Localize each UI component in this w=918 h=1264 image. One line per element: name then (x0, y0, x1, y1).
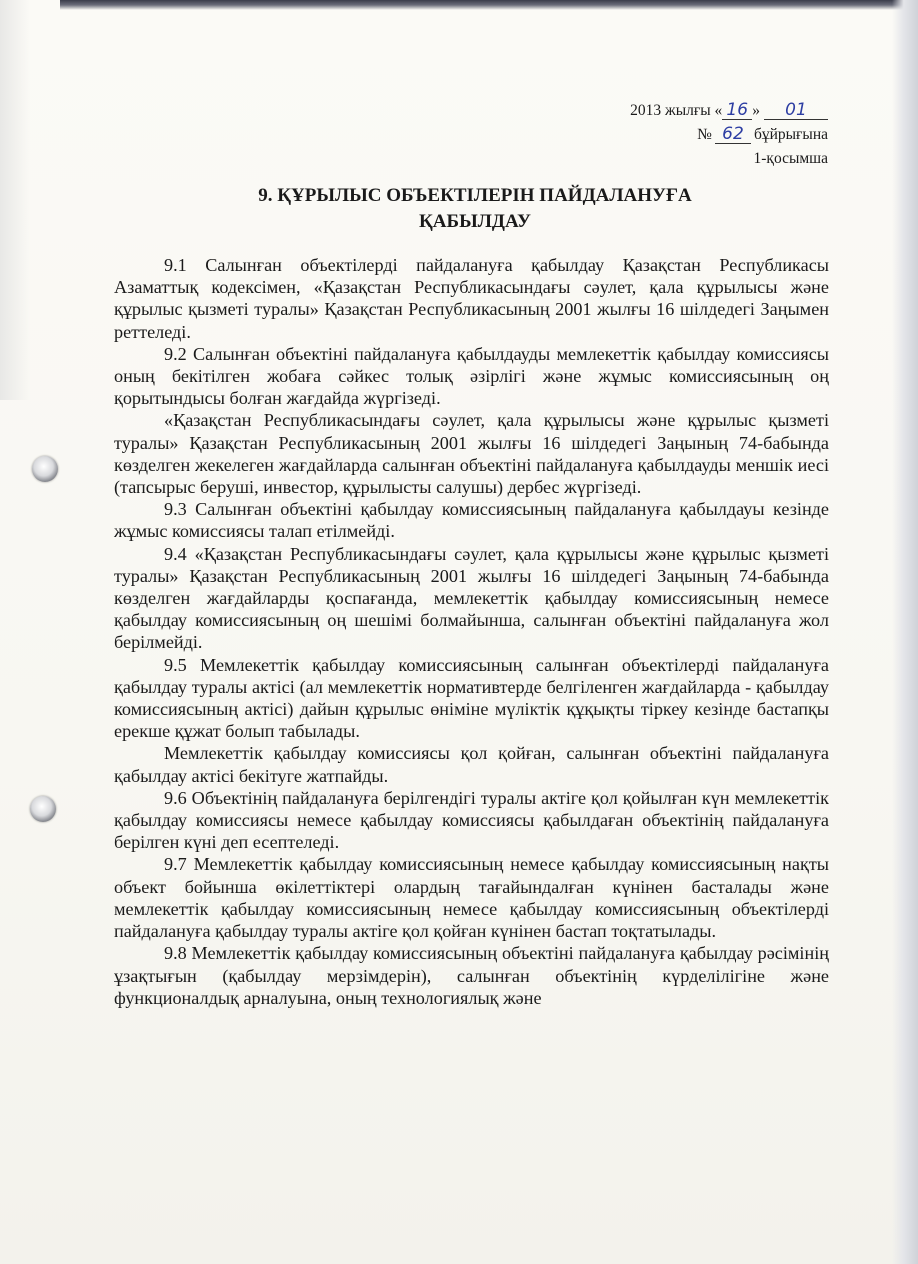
punch-hole-bottom (30, 796, 56, 822)
paragraph-9-2: 9.2 Салынған объектіні пайдалануға қабылдауды мемлекеттік қабылдау комиссиясы оның бекітілген жобаға сәйкес толық әзірлігі және жұмыс комиссиясының оң қорытындысы болған жағдайда жүргізеді. (114, 343, 829, 409)
paragraph-9-8: 9.8 Мемлекеттік қабылдау комиссиясының объектіні пайдалануға қабылдау рәсімінің ұзақтығын (қабылдау мерзімдерін), салынған объектінің күрделілігіне және функционалдық арналуына, оның технологиялық және (114, 943, 829, 1008)
order-date-line (630, 99, 828, 123)
appendix-header (630, 99, 828, 171)
appendix-label: 1-қосымша (753, 150, 828, 167)
date-mid: » (752, 102, 760, 119)
order-number-line (630, 123, 828, 147)
order-suffix: бұйрығына (753, 126, 828, 143)
paragraph-9-6: 9.6 Объектінің пайдалануға берілгендігі туралы актіге қол қойылған күн мемлекеттік қабылдау комиссиясы немесе қабылдау комиссиясы қабылдаған объектінің пайдалануға берілген күні деп есептеледі. (114, 787, 829, 853)
date-prefix: 2013 жылғы « (630, 102, 723, 119)
paragraph-9-1: 9.1 Салынған объектілерді пайдалануға қабылдау Қазақстан Республикасы Азаматтық кодексімен, «Қазақстан Республикасындағы сәулет, қала құрылысы және құрылыс қызметі туралы» Қазақстан Республикасының 2001 жылғы 16 шілдедегі Заңымен реттеледі. (114, 255, 829, 342)
order-prefix: № (697, 126, 712, 143)
scan-edge-right (892, 0, 918, 1264)
section-title (120, 183, 830, 235)
handwritten-month: 01 (764, 101, 828, 120)
paragraph-9-3: 9.3 Салынған объектіні қабылдау комиссиясының пайдалануға қабылдауы кезінде жұмыс комиссиясы талап етілмейді. (114, 499, 829, 542)
punch-hole-top (32, 456, 58, 482)
section-title-line-2: ҚАБЫЛДАУ (419, 211, 531, 232)
handwritten-day: 16 (722, 101, 752, 120)
paragraph-9-4: 9.4 «Қазақстан Республикасындағы сәулет, қала құрылысы және құрылыс қызметі туралы» Қазақстан Республикасының 2001 жылғы 16 шілдедегі Заңының 74-бабында көзделген жағдайларды қоспағанда, мемлекеттік қабылдау комиссиясының немесе қабылдау комиссиясының оң шешімі болмайынша, салынған объектіні пайдалануға жол берілмейді. (114, 543, 829, 653)
paragraph-9-7: 9.7 Мемлекеттік қабылдау комиссиясының немесе қабылдау комиссиясының нақты объект бойынша өкілеттіктері олардың тағайындалған күнінен басталады және мемлекеттік қабылдау комиссиясының немесе қабылдау комиссиясының объектілерді пайдалануға қабылдау туралы актіге қол қойған күнінен бастап тоқтатылады. (114, 854, 829, 942)
handwritten-order-number: 62 (715, 125, 751, 144)
document-body (114, 254, 829, 1009)
scan-edge-top (60, 0, 918, 10)
section-title-line-1: 9. ҚҰРЫЛЫС ОБЪЕКТІЛЕРІН ПАЙДАЛАНУҒА (258, 185, 692, 206)
scan-edge-left (0, 0, 30, 400)
paragraph-9-2-cont: «Қазақстан Республикасындағы сәулет, қала құрылысы және құрылыс қызметі туралы» Қазақстан Республикасының 2001 жылғы 16 шілдедегі Заңының 74-бабында көзделген жекелеген жағдайларда салынған объектіні пайдалануға қабылдауды меншік иесі (тапсырыс беруші, инвестор, құрылысты салушы) дербес жүргізеді. (114, 410, 829, 498)
paragraph-9-5-cont: Мемлекеттік қабылдау комиссиясы қол қойған, салынған объектіні пайдалануға қабылдау актісі бекітуге жатпайды. (114, 743, 829, 786)
paragraph-9-5: 9.5 Мемлекеттік қабылдау комиссиясының салынған объектілерді пайдалануға қабылдау туралы актісі (ал мемлекеттік нормативтерде белгіленген жағдайларда - қабылдау комиссиясының актісі) дайын құрылыс өніміне мүліктік құқықты тіркеу кезінде бастапқы ерекше құжат болып табылады. (114, 654, 829, 742)
